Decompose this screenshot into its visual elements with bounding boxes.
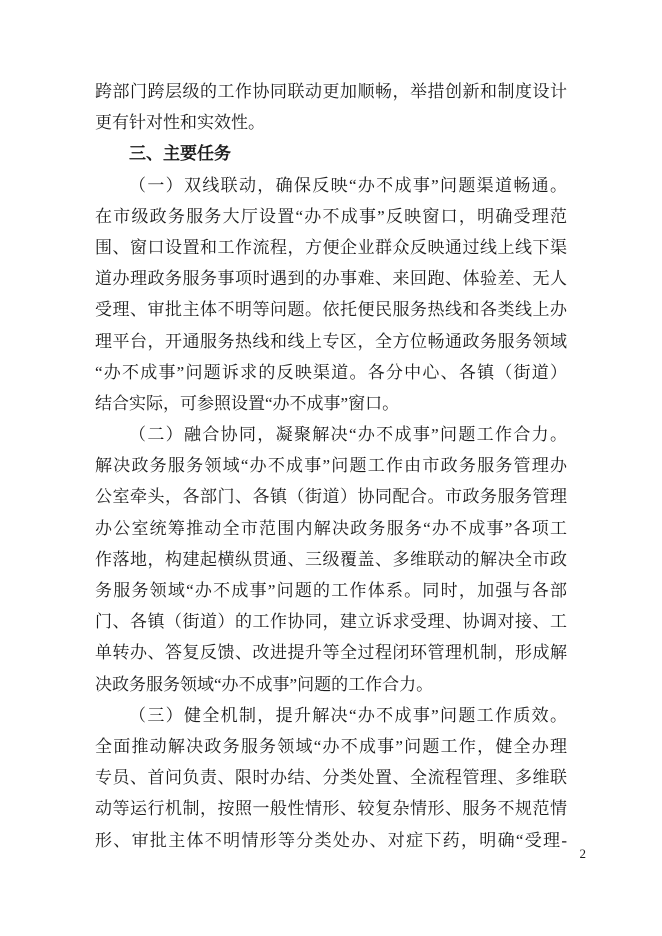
text-line: 门、各镇（街道）的工作协同，建立诉求受理、协调对接、工: [95, 612, 567, 632]
text-line: 务服务领域“办不成事”问题的工作体系。同时，加强与各部: [95, 581, 567, 600]
text-line: 道办理政务服务事项时遇到的办事难、来回跑、体验差、无人: [95, 269, 567, 289]
text-line: 更有针对性和实效性。: [95, 113, 265, 133]
text-line: 结合实际，可参照设置“办不成事”窗口。: [95, 393, 400, 413]
paragraph: [95, 700, 567, 856]
text-line: 围、窗口设置和工作流程，方便企业群众反映通过线上线下渠: [95, 237, 567, 257]
text-line: （一）双线联动，确保反映“办不成事”问题渠道畅通。: [129, 175, 567, 195]
text-line: 决政务服务领域“办不成事”问题的工作合力。: [95, 674, 434, 694]
text-line: 形、审批主体不明情形等分类处办、对症下药，明确“受理-: [95, 830, 567, 850]
text-line: “办不成事”问题诉求的反映渠道。各分中心、各镇（街道）: [95, 362, 567, 382]
section-heading: 三、主要任务: [129, 144, 231, 164]
text-line: 作落地，构建起横纵贯通、三级覆盖、多维联动的解决全市政: [95, 549, 567, 569]
text-line: 办公室统筹推动全市范围内解决政务服务“办不成事”各项工: [95, 518, 567, 538]
text-line: 跨部门跨层级的工作协同联动更加顺畅，举措创新和制度设计: [95, 82, 567, 101]
text-line: 解决政务服务领域“办不成事”问题工作由市政务服务管理办: [95, 456, 567, 476]
text-line: 公室牵头，各部门、各镇（街道）协同配合。市政务服务管理: [95, 487, 567, 507]
paragraph: [95, 170, 567, 420]
page-number: 2: [579, 846, 586, 861]
text-line: 理平台，开通服务热线和线上专区，全方位畅通政务服务领域: [95, 331, 567, 351]
text-line: 专员、首问负责、限时办结、分类处置、全流程管理、多维联: [95, 768, 567, 788]
text-line: 单转办、答复反馈、改进提升等全过程闭环管理机制，形成解: [95, 643, 567, 663]
text-line: 动等运行机制，按照一般性情形、较复杂情形、服务不规范情: [95, 799, 567, 819]
text-line: 全面推动解决政务服务领域“办不成事”问题工作，健全办理: [95, 736, 567, 756]
intro-paragraph: [95, 76, 567, 138]
document-body: [95, 76, 567, 856]
paragraph: [95, 419, 567, 700]
text-line: 在市级政务服务大厅设置“办不成事”反映窗口，明确受理范: [95, 206, 567, 226]
text-line: 受理、审批主体不明等问题。依托便民服务热线和各类线上办: [95, 300, 567, 320]
text-line: （二）融合协同，凝聚解决“办不成事”问题工作合力。: [129, 425, 567, 445]
text-line: （三）健全机制，提升解决“办不成事”问题工作质效。: [129, 705, 567, 725]
